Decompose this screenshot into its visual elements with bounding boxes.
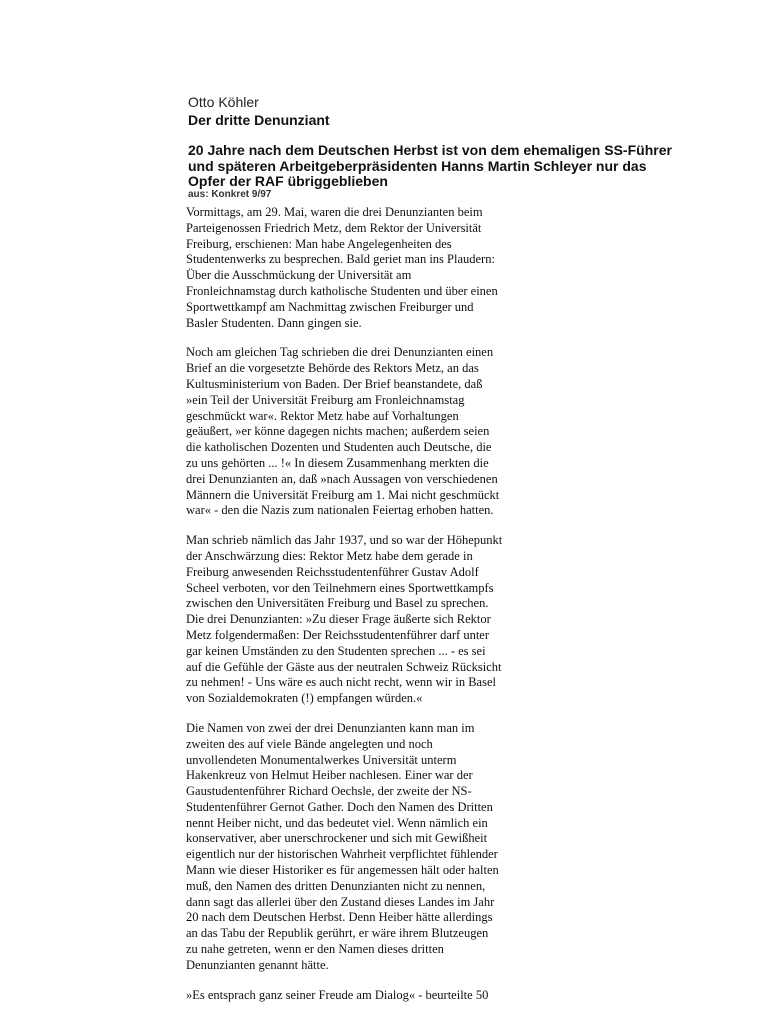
paragraph-line: eigentlich nur der historischen Wahrheit verpflichtet fühlender bbox=[186, 847, 498, 862]
paragraph-line: Mann wie dieser Historiker es für angemessen hält oder halten bbox=[186, 863, 499, 878]
paragraph-line: Die Namen von zwei der drei Denunzianten kann man im bbox=[186, 720, 475, 735]
paragraph-line: gar keinen Umständen zu den Studenten sprechen ... - es sei bbox=[186, 643, 486, 658]
source-line: aus: Konkret 9/97 bbox=[188, 189, 272, 200]
article-subtitle: 20 Jahre nach dem Deutschen Herbst ist von dem ehemaligen SS-Führer und späteren Arbeitgeberpräsidenten Hanns Martin Schleyer nur das Opfer der RAF übriggeblieben bbox=[188, 142, 672, 189]
paragraph-line: Freiburg, erschienen: Man habe Angelegenheiten des bbox=[186, 236, 452, 251]
paragraph-line: Vormittags, am 29. Mai, waren die drei Denunzianten beim bbox=[186, 205, 483, 219]
paragraph-line: konservativer, aber unerschrockener und sich mit Gewißheit bbox=[186, 831, 488, 846]
paragraph-line: Basler Studenten. Dann gingen sie. bbox=[186, 315, 362, 330]
paragraph-line: Kultusministerium von Baden. Der Brief beanstandete, daß bbox=[186, 376, 483, 391]
body-paragraph bbox=[186, 205, 526, 331]
paragraph-line: Freiburg anwesenden Reichsstudentenführer Gustav Adolf bbox=[186, 564, 479, 579]
body-paragraph bbox=[186, 533, 526, 707]
paragraph-line: die katholischen Dozenten und Studenten auch Deutsche, die bbox=[186, 440, 492, 455]
paragraph-line: Studentenführer Gernot Gather. Doch den Namen des Dritten bbox=[186, 799, 493, 814]
paragraph-line: nennt Heiber nicht, und das bedeutet viel. Wenn nämlich ein bbox=[186, 815, 488, 830]
paragraph-line: Fronleichnamstag durch katholische Studenten und über einen bbox=[186, 283, 498, 298]
article-body bbox=[186, 205, 526, 1017]
paragraph-line: Über die Ausschmückung der Universität am bbox=[186, 268, 412, 283]
paragraph-line: zu uns gehörten ... !« In diesem Zusammenhang merkten die bbox=[186, 455, 489, 470]
paragraph-line: auf die Gefühle der Gäste aus der neutralen Schweiz Rücksicht bbox=[186, 659, 502, 674]
paragraph-line: »Es entsprach ganz seiner Freude am Dialog« - beurteilte 50 bbox=[186, 987, 489, 1002]
paragraph-line: muß, den Namen des dritten Denunzianten nicht zu nennen, bbox=[186, 878, 486, 893]
paragraph-line: Männern die Universität Freiburg am 1. Mai nicht geschmückt bbox=[186, 487, 500, 502]
paragraph-line: Man schrieb nämlich das Jahr 1937, und so war der Höhepunkt bbox=[186, 533, 503, 548]
paragraph-line: Hakenkreuz von Helmut Heiber nachlesen. Einer war der bbox=[186, 768, 473, 783]
paragraph-line: »ein Teil der Universität Freiburg am Fronleichnamstag bbox=[186, 392, 465, 407]
paragraph-line: dann sagt das allerlei über den Zustand dieses Landes im Jahr bbox=[186, 894, 495, 909]
paragraph-line: Denunzianten genannt hätte. bbox=[186, 957, 329, 972]
paragraph-line: drei Denunzianten an, daß »nach Aussagen von verschiedenen bbox=[186, 471, 498, 486]
body-paragraph bbox=[186, 988, 526, 1004]
paragraph-line: zu nehmen! - Uns wäre es auch nicht recht, wenn wir in Basel bbox=[186, 675, 496, 690]
body-paragraph bbox=[186, 721, 526, 974]
paragraph-line: von Sozialdemokraten (!) empfangen würden.« bbox=[186, 691, 423, 706]
paragraph-line: 20 nach dem Deutschen Herbst. Denn Heiber hätte allerdings bbox=[186, 910, 493, 925]
paragraph-line: Die drei Denunzianten: »Zu dieser Frage äußerte sich Rektor bbox=[186, 612, 491, 627]
body-paragraph bbox=[186, 345, 526, 519]
paragraph-line: geschmückt war«. Rektor Metz habe auf Vorhaltungen bbox=[186, 408, 459, 423]
author-name: Otto Köhler bbox=[188, 94, 259, 110]
paragraph-line: zu nahe getreten, wenn er den Namen dieses dritten bbox=[186, 942, 444, 957]
paragraph-line: Brief an die vorgesetzte Behörde des Rektors Metz, an das bbox=[186, 361, 479, 376]
paragraph-line: Sportwettkampf am Nachmittag zwischen Freiburger und bbox=[186, 299, 474, 314]
paragraph-line: Scheel verboten, vor den Teilnehmern eines Sportwettkampfs bbox=[186, 580, 494, 595]
paragraph-line: Noch am gleichen Tag schrieben die drei Denunzianten einen bbox=[186, 345, 494, 360]
paragraph-line: Parteigenossen Friedrich Metz, dem Rektor der Universität bbox=[186, 220, 482, 235]
paragraph-line: der Anschwärzung dies: Rektor Metz habe dem gerade in bbox=[186, 548, 473, 563]
paragraph-line: zweiten des auf viele Bände angelegten und noch bbox=[186, 736, 433, 751]
article-title: Der dritte Denunziant bbox=[188, 112, 330, 128]
paragraph-line: Metz folgendermaßen: Der Reichsstudentenführer darf unter bbox=[186, 627, 490, 642]
paragraph-line: Studentenwerks zu besprechen. Bald geriet man ins Plaudern: bbox=[186, 252, 495, 267]
paragraph-line: an das Tabu der Republik gerührt, er wäre ihrem Blutzeugen bbox=[186, 926, 489, 941]
paragraph-line: war« - den die Nazis zum nationalen Feiertag erhoben hatten. bbox=[186, 503, 494, 518]
paragraph-line: Gaustudentenführer Richard Oechsle, der zweite der NS- bbox=[186, 784, 472, 799]
paragraph-line: unvollendeten Monumentalwerkes Universität unterm bbox=[186, 752, 457, 767]
paragraph-line: geäußert, »er könne dagegen nichts machen; außerdem seien bbox=[186, 424, 490, 439]
paragraph-line: zwischen den Universitäten Freiburg und Basel zu sprechen. bbox=[186, 596, 489, 611]
